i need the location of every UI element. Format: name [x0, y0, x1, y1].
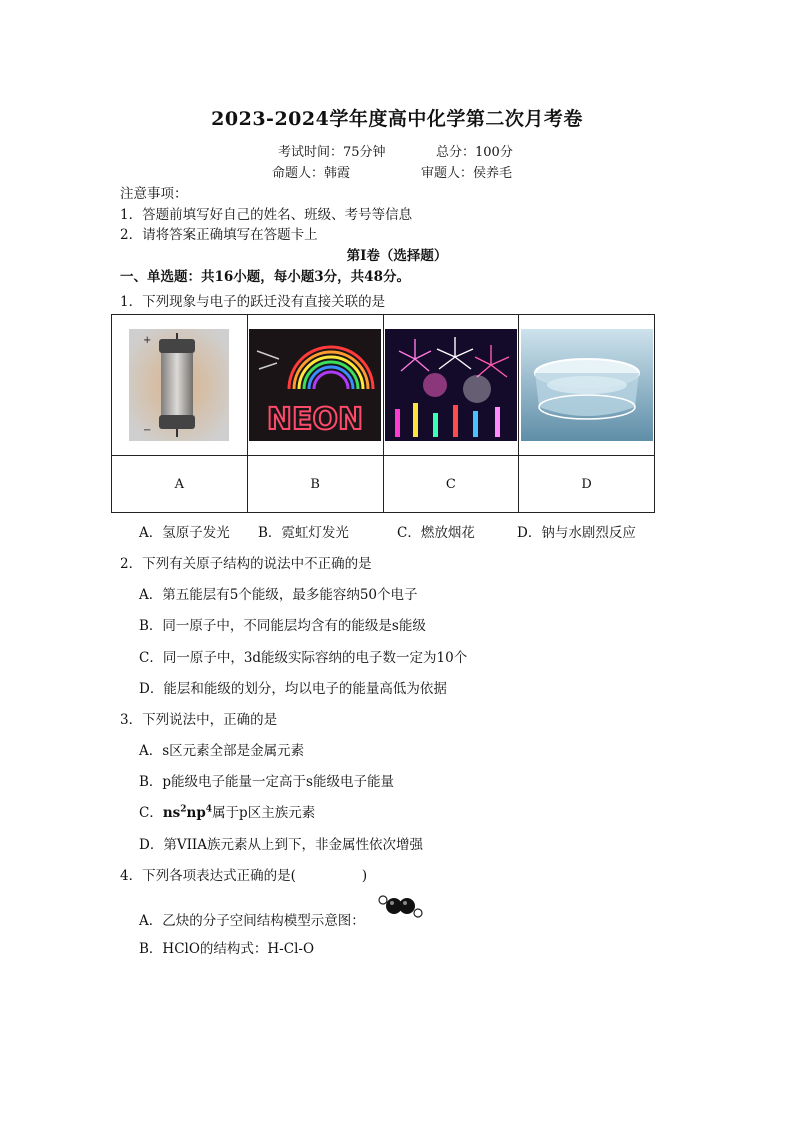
- question-2-option-c: C．同一原子中，3d能级实际容纳的电子数一定为10个: [139, 650, 468, 666]
- fireworks-image: [385, 329, 517, 441]
- question-3-option-c: [139, 801, 315, 821]
- table-label-c: C: [383, 456, 519, 513]
- exam-time: 考试时间：75分钟: [278, 145, 386, 160]
- svg-text:+: +: [143, 335, 152, 346]
- question-1-option-d: D．钠与水剧烈反应: [517, 525, 636, 541]
- question-3-option-b: B．p能级电子能量一定高于s能级电子能量: [139, 774, 394, 790]
- question-3-option-d: D．第VIIA族元素从上到下，非金属性依次增强: [139, 837, 423, 853]
- section-title: 第Ⅰ卷（选择题）: [346, 248, 448, 264]
- table-label-b: B: [247, 456, 383, 513]
- question-4-stem: 4．下列各项表达式正确的是( ): [120, 868, 368, 884]
- glass-dish-image: [521, 329, 653, 441]
- total-score: 总分：100分: [436, 145, 513, 160]
- page-title: 2023-2024学年度高中化学第二次月考卷: [211, 108, 583, 130]
- image-cell-c: [383, 315, 519, 456]
- reviewer: 审题人：侯养毛: [421, 166, 513, 181]
- question-4-option-a: A．乙炔的分子空间结构模型示意图：: [139, 913, 365, 929]
- notice-item-1: 1．答题前填写好自己的姓名、班级、考号等信息: [120, 207, 413, 223]
- neon-sign-text: NEON: [267, 402, 364, 437]
- question-2-option-b: B．同一原子中，不同能层均含有的能级是s能级: [139, 618, 426, 634]
- question-1-image-table: [111, 314, 655, 513]
- question-3-option-a: A．s区元素全部是金属元素: [139, 743, 305, 759]
- question-1-option-b: B．霓虹灯发光: [258, 525, 349, 541]
- image-cell-d: [519, 315, 655, 456]
- section-instruction: 一、单选题：共16小题，每小题3分，共48分。: [120, 269, 410, 285]
- table-label-d: D: [519, 456, 655, 513]
- question-2-option-a: A．第五能层有5个能级，最多能容纳50个电子: [139, 587, 418, 603]
- notice-heading: 注意事项：: [120, 186, 188, 202]
- acetylene-model-image: [378, 894, 426, 920]
- option-c-tail: 属于p区主族元素: [212, 805, 316, 821]
- question-1-option-a: A．氢原子发光: [139, 525, 230, 541]
- question-1-stem: 1．下列现象与电子的跃迁没有直接关联的是: [120, 294, 386, 310]
- question-3-stem: 3．下列说法中，正确的是: [120, 712, 278, 728]
- svg-text:−: −: [143, 425, 152, 436]
- electron-configuration: $ns^2np^4$: [162, 804, 213, 821]
- notice-item-2: 2．请将答案正确填写在答题卡上: [120, 227, 318, 243]
- question-2-stem: 2．下列有关原子结构的说法中不正确的是: [120, 556, 372, 572]
- table-label-a: A: [112, 456, 248, 513]
- neon-sign-image: [249, 329, 381, 441]
- hydrogen-tube-image: [129, 329, 229, 441]
- option-c-prefix: C．: [139, 805, 163, 821]
- image-cell-a: [112, 315, 248, 456]
- question-1-option-c: C．燃放烟花: [397, 525, 475, 541]
- question-4-option-b: B．HClO的结构式：H-Cl-O: [139, 941, 315, 957]
- image-cell-b: [247, 315, 383, 456]
- question-2-option-d: D．能层和能级的划分，均以电子的能量高低为依据: [139, 681, 447, 697]
- question-author: 命题人：韩霞: [272, 166, 351, 181]
